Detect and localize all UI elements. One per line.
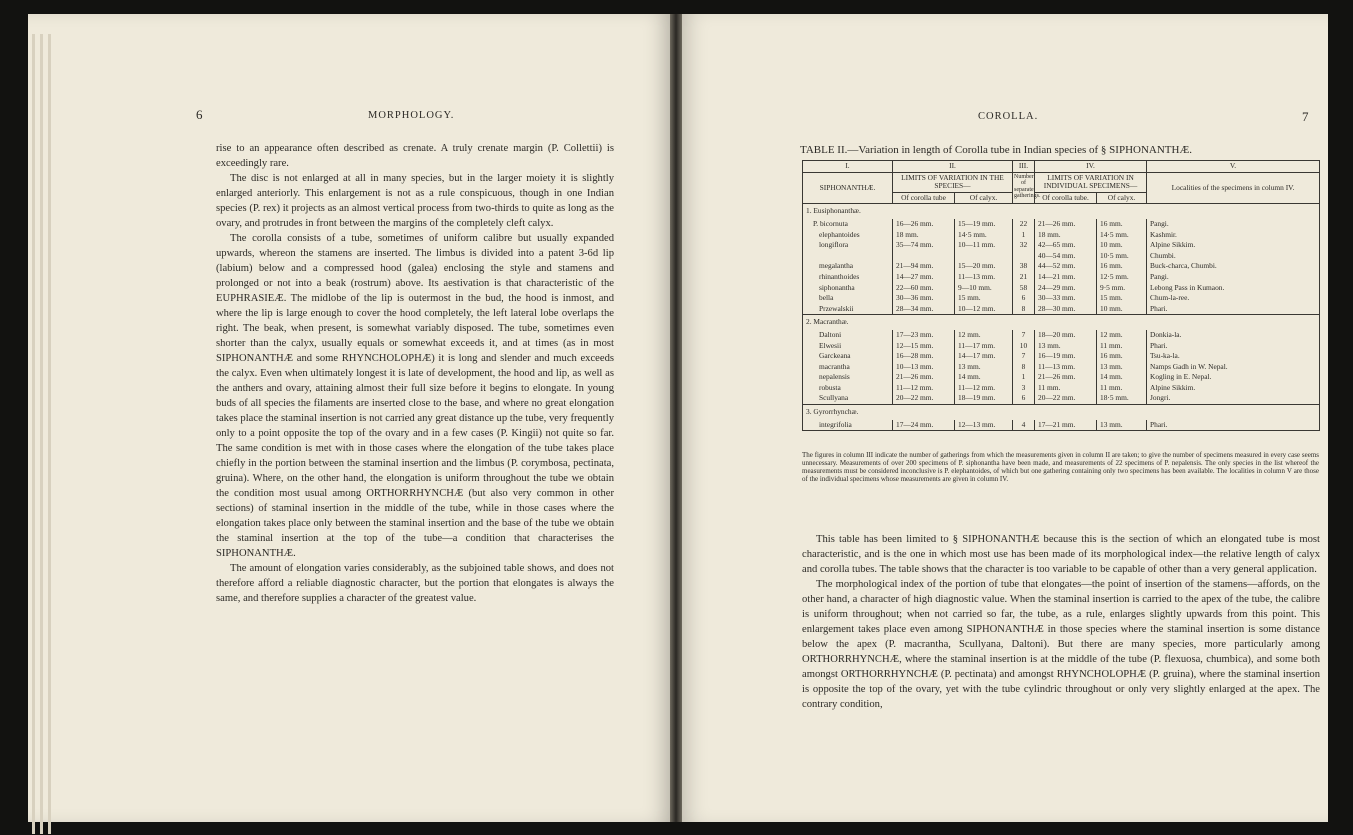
cell-loc: Pangi. bbox=[1147, 219, 1320, 230]
cell-name: bella bbox=[803, 293, 893, 304]
cell-name: robusta bbox=[803, 383, 893, 394]
cell-calyx: 14—17 mm. bbox=[955, 351, 1013, 362]
table-row bbox=[803, 341, 1320, 352]
cell-loc: Phari. bbox=[1147, 304, 1320, 315]
col-number: II. bbox=[893, 161, 1013, 173]
col-number: V. bbox=[1147, 161, 1320, 173]
cell-ind-tube: 44—52 mm. bbox=[1035, 261, 1097, 272]
cell-ind-calyx: 14·5 mm. bbox=[1097, 230, 1147, 241]
paragraph: The amount of elongation varies considerably, as the subjoined table shows, and does not therefore afford a reliable diagnostic character, but the portion that elongates is always the same, and therefore supplies a character of the greatest value. bbox=[216, 563, 614, 604]
cell-ctube: 22—60 mm. bbox=[893, 283, 955, 294]
cell-name: Garckeana bbox=[803, 351, 893, 362]
cell-name bbox=[803, 251, 893, 262]
cell-calyx: 12 mm. bbox=[955, 330, 1013, 341]
table-row bbox=[803, 420, 1320, 431]
cell-calyx: 18—19 mm. bbox=[955, 393, 1013, 404]
cell-calyx bbox=[955, 251, 1013, 262]
cell-num: 4 bbox=[1013, 420, 1035, 431]
cell-ind-calyx: 9·5 mm. bbox=[1097, 283, 1147, 294]
cell-ind-calyx: 11 mm. bbox=[1097, 341, 1147, 352]
species-header: SIPHONANTHÆ. bbox=[803, 172, 893, 204]
cell-ind-tube: 20—22 mm. bbox=[1035, 393, 1097, 404]
variation-table bbox=[802, 160, 1320, 431]
running-head: COROLLA. bbox=[978, 111, 1039, 122]
cell-calyx: 11—13 mm. bbox=[955, 272, 1013, 283]
cell-ind-tube: 14—21 mm. bbox=[1035, 272, 1097, 283]
cell-loc: Chumbi. bbox=[1147, 251, 1320, 262]
cell-num: 7 bbox=[1013, 351, 1035, 362]
cell-num: 7 bbox=[1013, 330, 1035, 341]
paragraph: rise to an appearance often described as crenate. A truly crenate margin (P. Collettii) is exceedingly rare. bbox=[216, 143, 614, 169]
cell-name: elephantoides bbox=[803, 230, 893, 241]
cell-num: 1 bbox=[1013, 230, 1035, 241]
cell-loc: Namps Gadh in W. Nepal. bbox=[1147, 362, 1320, 373]
cell-name: Scullyana bbox=[803, 393, 893, 404]
gatherings-header: Number of separate gatherings. bbox=[1013, 172, 1035, 204]
table-footnote: The figures in column III indicate the number of gatherings from which the measurements given in column II are taken; to give the number of specimens measured in every case seems unnecessary. Measurements of over 200 specimens of P. siphonantha have been made, and measurements of 22 specimens of P. nepalensis. The only species in the list whereof the measurements must be considered inconclusive is P. elephantoides, of which but one gathering containing only two specimens has been available. The localities in column V are those of the individual specimens whose measurements are given in column IV. bbox=[802, 451, 1319, 483]
cell-calyx: 9—10 mm. bbox=[955, 283, 1013, 294]
cell-loc: Alpine Sikkim. bbox=[1147, 240, 1320, 251]
cell-ind-tube: 21—26 mm. bbox=[1035, 372, 1097, 383]
cell-num bbox=[1013, 251, 1035, 262]
cell-ind-calyx: 10 mm. bbox=[1097, 304, 1147, 315]
left-page bbox=[28, 14, 670, 822]
cell-calyx: 12—13 mm. bbox=[955, 420, 1013, 431]
table-row bbox=[803, 304, 1320, 315]
table-row bbox=[803, 272, 1320, 283]
cell-name: megalantha bbox=[803, 261, 893, 272]
cell-ctube: 10—13 mm. bbox=[893, 362, 955, 373]
cell-ctube: 18 mm. bbox=[893, 230, 955, 241]
cell-calyx: 11—12 mm. bbox=[955, 383, 1013, 394]
right-body-text bbox=[802, 532, 1320, 712]
table-row bbox=[803, 261, 1320, 272]
col-number: I. bbox=[803, 161, 893, 173]
cell-loc: Alpine Sikkim. bbox=[1147, 383, 1320, 394]
cell-num: 1 bbox=[1013, 372, 1035, 383]
cell-ind-calyx: 15 mm. bbox=[1097, 293, 1147, 304]
table-row bbox=[803, 330, 1320, 341]
cell-ctube: 20—22 mm. bbox=[893, 393, 955, 404]
cell-ctube: 16—28 mm. bbox=[893, 351, 955, 362]
cell-ctube: 11—12 mm. bbox=[893, 383, 955, 394]
table-row bbox=[803, 230, 1320, 241]
cell-num: 38 bbox=[1013, 261, 1035, 272]
cell-ind-calyx: 13 mm. bbox=[1097, 420, 1147, 431]
cell-ind-calyx: 10·5 mm. bbox=[1097, 251, 1147, 262]
cell-name: integrifolia bbox=[803, 420, 893, 431]
cell-ind-calyx: 12·5 mm. bbox=[1097, 272, 1147, 283]
cell-ctube: 14—27 mm. bbox=[893, 272, 955, 283]
cell-ctube: 30—36 mm. bbox=[893, 293, 955, 304]
col-number: IV. bbox=[1035, 161, 1147, 173]
cell-loc: Chum-la-ree. bbox=[1147, 293, 1320, 304]
table-row bbox=[803, 351, 1320, 362]
cell-ind-calyx: 16 mm. bbox=[1097, 219, 1147, 230]
cell-ind-calyx: 18·5 mm. bbox=[1097, 393, 1147, 404]
cell-loc: Tsu-ka-la. bbox=[1147, 351, 1320, 362]
cell-loc: Kashmir. bbox=[1147, 230, 1320, 241]
cell-calyx: 14·5 mm. bbox=[955, 230, 1013, 241]
cell-ind-tube: 13 mm. bbox=[1035, 341, 1097, 352]
cell-name: Daltoni bbox=[803, 330, 893, 341]
cell-calyx: 15 mm. bbox=[955, 293, 1013, 304]
cell-ind-tube: 11—13 mm. bbox=[1035, 362, 1097, 373]
book-spine bbox=[670, 14, 682, 822]
running-head: MORPHOLOGY. bbox=[368, 110, 455, 121]
cell-loc: Donkia-la. bbox=[1147, 330, 1320, 341]
cell-loc: Pangi. bbox=[1147, 272, 1320, 283]
cell-ind-tube: 18—20 mm. bbox=[1035, 330, 1097, 341]
table-row bbox=[803, 283, 1320, 294]
cell-ind-calyx: 13 mm. bbox=[1097, 362, 1147, 373]
cell-num: 10 bbox=[1013, 341, 1035, 352]
cell-num: 3 bbox=[1013, 383, 1035, 394]
cell-loc: Buck-charca, Chumbi. bbox=[1147, 261, 1320, 272]
cell-num: 32 bbox=[1013, 240, 1035, 251]
cell-loc: Jongri. bbox=[1147, 393, 1320, 404]
cell-ind-calyx: 16 mm. bbox=[1097, 351, 1147, 362]
cell-ind-calyx: 11 mm. bbox=[1097, 383, 1147, 394]
group-row bbox=[803, 405, 1320, 420]
cell-ind-calyx: 12 mm. bbox=[1097, 330, 1147, 341]
cell-ctube: 21—94 mm. bbox=[893, 261, 955, 272]
table-row bbox=[803, 240, 1320, 251]
page-number: 7 bbox=[1302, 109, 1309, 124]
cell-ind-tube: 40—54 mm. bbox=[1035, 251, 1097, 262]
cell-calyx: 15—20 mm. bbox=[955, 261, 1013, 272]
cell-num: 6 bbox=[1013, 293, 1035, 304]
cell-name: rhinanthoides bbox=[803, 272, 893, 283]
table-row bbox=[803, 362, 1320, 373]
cell-ind-calyx: 14 mm. bbox=[1097, 372, 1147, 383]
cell-calyx: 15—19 mm. bbox=[955, 219, 1013, 230]
group-title: 1. Eusiphonanthæ. bbox=[803, 204, 1320, 219]
group-title: 2. Macranthæ. bbox=[803, 315, 1320, 330]
table-row bbox=[803, 251, 1320, 262]
cell-name: siphonantha bbox=[803, 283, 893, 294]
cell-calyx: 14 mm. bbox=[955, 372, 1013, 383]
cell-ind-tube: 16—19 mm. bbox=[1035, 351, 1097, 362]
cell-calyx: 10—11 mm. bbox=[955, 240, 1013, 251]
cell-ind-tube: 21—26 mm. bbox=[1035, 219, 1097, 230]
paragraph: The corolla consists of a tube, sometimes of uniform calibre but usually expanded upwards, whereon the stamens are inserted. The limbus is divided into a patent 3-6d lip (labium) below and a compressed hood (galea) enclosing the style and stamens and prolonged or not into a beak (rostrum) above. Its aestivation is that characteristic of the EUPHRASIEÆ. The midlobe of the lip is outermost in the bud, the hood is inmost, and where the lip is large enough to cover the hood completely, the left lateral lobe overlaps the right. The beak, when present, is somewhat variably disposed. The tube, sometimes even shorter than the calyx, usually equals or somewhat exceeds it, and at times (as in most SIPHONANTHÆ and some RHYNCHOLOPHÆ) it is long and slender and much exceeds the calyx. Even when ultimately longest it is late of development, the hood and lip, as well as the anthers and ovary, attaining almost their full size before it begins to elongate. In young buds of all species the filaments are inserted close to the base, and where no great elongation takes place the staminal insertion is not carried any great distance up the tube, very frequently only to a point opposite the top of the ovary and in a few cases (P. Kingii) not quite so far. The same condition is met with in those cases where the elongation of the tube takes place chiefly in the portion between the staminal insertion and the limbus (P. corymbosa, pectinata, gruina). Where, on the other hand, the elongation is uniform throughout the tube we obtain the condition most usual among ORTHORRHYNCHÆ (but also very common in other sections) of staminal insertion in the middle of the tube, while in those cases where the elongation takes place only between the staminal insertion and the base of the tube we obtain the staminal insertion at the top of the tube—a condition that characterises the SIPHONANTHÆ. bbox=[216, 233, 614, 559]
cell-ctube: 12—15 mm. bbox=[893, 341, 955, 352]
cell-num: 22 bbox=[1013, 219, 1035, 230]
cell-loc: Phari. bbox=[1147, 341, 1320, 352]
cell-name: macrantha bbox=[803, 362, 893, 373]
cell-ctube: 35—74 mm. bbox=[893, 240, 955, 251]
species-limits-header: LIMITS OF VARIATION IN THE SPECIES— bbox=[893, 172, 1013, 192]
paragraph: The disc is not enlarged at all in many species, but in the larger moiety it is slightly enlarged anteriorly. This enlargement is not as a rule conspicuous, though in one Indian species (P. rex) it projects as an almost vertical process from two-thirds to quite as long as the ovary, and protrudes in front between the margins of the completely cleft calyx. bbox=[216, 173, 614, 229]
cell-num: 8 bbox=[1013, 304, 1035, 315]
group-title: 3. Gyrorrhynchæ. bbox=[803, 405, 1320, 420]
subheader: Of corolla tube bbox=[893, 192, 955, 204]
table-row bbox=[803, 393, 1320, 404]
cell-ctube: 21—26 mm. bbox=[893, 372, 955, 383]
cell-name: Przewalskii bbox=[803, 304, 893, 315]
cell-name: nepalensis bbox=[803, 372, 893, 383]
table-row bbox=[803, 383, 1320, 394]
cell-ind-tube: 11 mm. bbox=[1035, 383, 1097, 394]
page-edge bbox=[40, 34, 43, 834]
cell-loc: Kogling in E. Nepal. bbox=[1147, 372, 1320, 383]
cell-calyx: 10—12 mm. bbox=[955, 304, 1013, 315]
cell-ind-tube: 30—33 mm. bbox=[1035, 293, 1097, 304]
table-row bbox=[803, 219, 1320, 230]
cell-ind-tube: 24—29 mm. bbox=[1035, 283, 1097, 294]
cell-calyx: 13 mm. bbox=[955, 362, 1013, 373]
cell-ind-tube: 17—21 mm. bbox=[1035, 420, 1097, 431]
subheader: Of calyx. bbox=[1097, 192, 1147, 204]
left-body-text bbox=[216, 141, 614, 606]
localities-header: Localities of the specimens in column IV. bbox=[1147, 172, 1320, 204]
cell-loc: Phari. bbox=[1147, 420, 1320, 431]
cell-ctube: 16—26 mm. bbox=[893, 219, 955, 230]
page-edge bbox=[48, 34, 51, 834]
cell-ind-tube: 42—65 mm. bbox=[1035, 240, 1097, 251]
cell-ind-calyx: 10 mm. bbox=[1097, 240, 1147, 251]
cell-calyx: 11—17 mm. bbox=[955, 341, 1013, 352]
right-page bbox=[682, 14, 1328, 822]
col-number: III. bbox=[1013, 161, 1035, 173]
subheader: Of calyx. bbox=[955, 192, 1013, 204]
cell-ind-tube: 28—30 mm. bbox=[1035, 304, 1097, 315]
table-caption: TABLE II.—Variation in length of Corolla tube in Indian species of § SIPHONANTHÆ. bbox=[800, 144, 1192, 156]
cell-num: 8 bbox=[1013, 362, 1035, 373]
cell-ind-tube: 18 mm. bbox=[1035, 230, 1097, 241]
table-row bbox=[803, 372, 1320, 383]
cell-num: 6 bbox=[1013, 393, 1035, 404]
cell-ctube: 28—34 mm. bbox=[893, 304, 955, 315]
cell-ctube: 17—23 mm. bbox=[893, 330, 955, 341]
page-number: 6 bbox=[196, 107, 203, 122]
table-body bbox=[803, 204, 1320, 431]
individual-limits-header: LIMITS OF VARIATION IN INDIVIDUAL SPECIMENS— bbox=[1035, 172, 1147, 192]
table-row bbox=[803, 293, 1320, 304]
cell-ctube: 17—24 mm. bbox=[893, 420, 955, 431]
cell-num: 58 bbox=[1013, 283, 1035, 294]
cell-name: Elwesii bbox=[803, 341, 893, 352]
cell-num: 21 bbox=[1013, 272, 1035, 283]
paragraph: This table has been limited to § SIPHONANTHÆ because this is the section of which an elongated tube is most characteristic, and is the one in which most use has been made of its morphological index—the relative length of calyx and corolla tubes. The table shows that the character is too variable to be capable of other than a very general application. bbox=[802, 534, 1320, 575]
page-edge bbox=[32, 34, 35, 834]
group-row bbox=[803, 204, 1320, 219]
cell-name: longiflora bbox=[803, 240, 893, 251]
cell-loc: Lebong Pass in Kumaon. bbox=[1147, 283, 1320, 294]
cell-ind-calyx: 16 mm. bbox=[1097, 261, 1147, 272]
group-row bbox=[803, 315, 1320, 330]
cell-ctube bbox=[893, 251, 955, 262]
cell-name: P. bicornuta bbox=[803, 219, 893, 230]
subheader: Of corolla tube. bbox=[1035, 192, 1097, 204]
paragraph: The morphological index of the portion of tube that elongates—the point of insertion of the stamens—affords, on the other hand, a character of high diagnostic value. When the staminal insertion is carried to the apex of the tube, the calibre is uniform throughout; when not carried so far, the tube, as a rule, enlarges slightly upwards from this point. This enlargement takes place even among SIPHONANTHÆ in those species where the staminal insertion is some distance below the apex (P. macrantha, Scullyana, Daltoni). But there are many species, more particularly among ORTHORRHYNCHÆ, where the staminal insertion is at the middle of the tube (P. flexuosa, chumbica), and some both amongst ORTHORRHYNCHÆ (P. pectinata) and amongst RHYNCHOLOPHÆ (P. gruina), where the staminal insertion is opposite the top of the ovary, yet with the tube cylindric throughout or only very slightly enlarged at the apex. The contrary condition, bbox=[802, 579, 1320, 710]
